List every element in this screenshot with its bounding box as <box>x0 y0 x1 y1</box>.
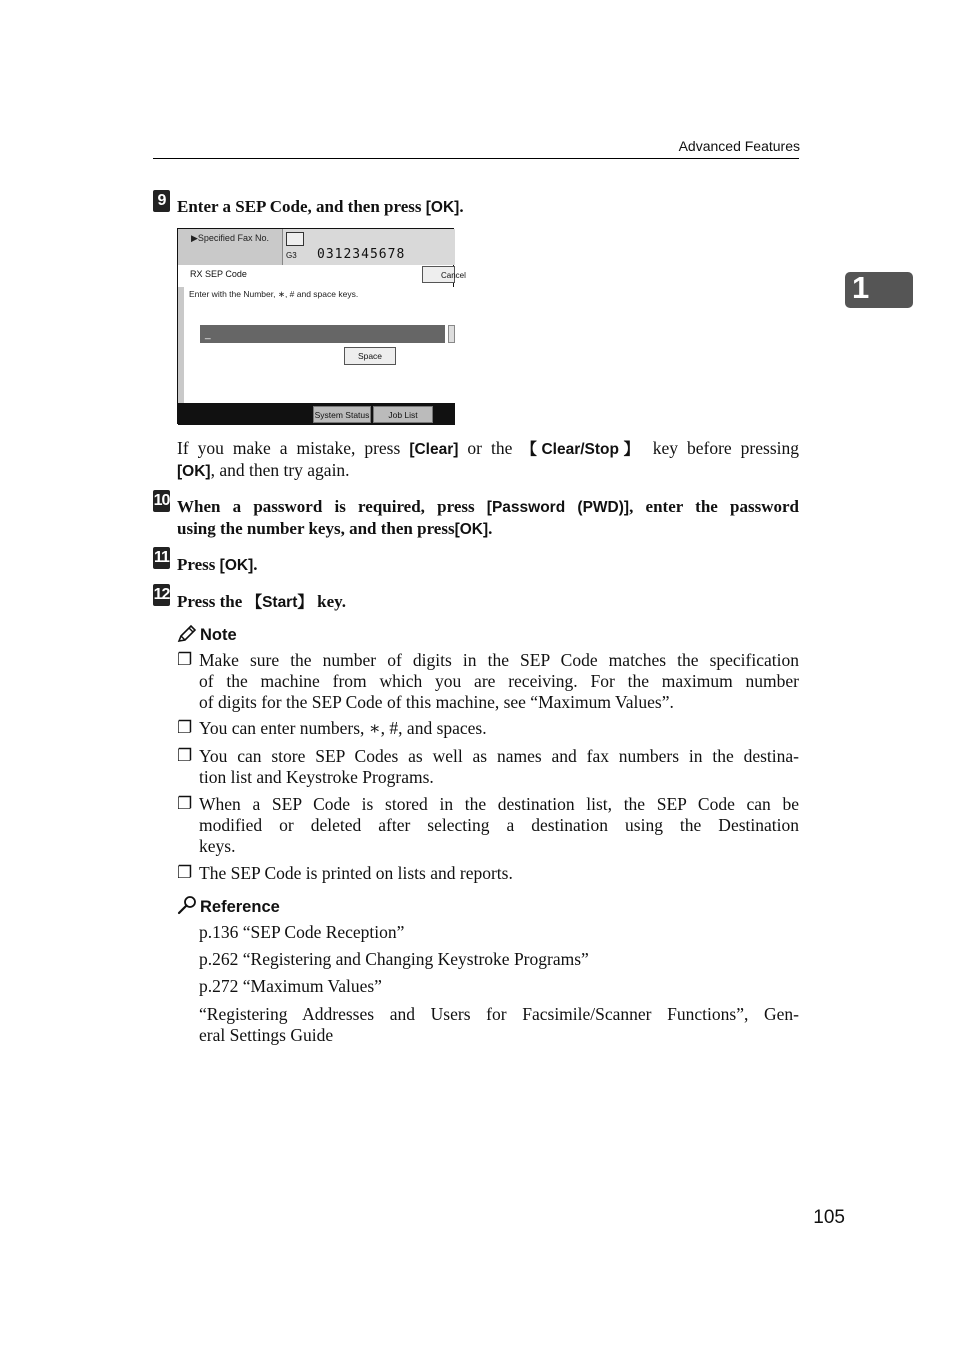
reference-line: eral Settings Guide <box>199 1025 334 1045</box>
empty-box-icon: ❐ <box>177 718 193 737</box>
note-line: of digits for the SEP Code of this machine, see “Maximum Values”. <box>199 692 674 712</box>
mistake-line-2 <box>177 460 799 482</box>
note-line: of the machine from which you are receiving. For the maximum number <box>199 671 799 691</box>
step-text-part: Press <box>177 555 220 574</box>
note-item <box>199 650 799 713</box>
reference-link[interactable] <box>199 1004 799 1046</box>
reference-heading: Reference <box>200 898 280 916</box>
note-item <box>199 746 799 788</box>
entry-panel <box>178 287 455 403</box>
reference-line: “Registering Addresses and Users for Facsimile/Scanner Functions”, Gen- <box>199 1004 799 1024</box>
text-part: , and then try again. <box>210 460 350 480</box>
line-type: G3 <box>286 251 297 260</box>
clear-stop-key-label: 【Clear/Stop】 <box>521 441 644 458</box>
screen-bottom-bar <box>178 403 455 425</box>
ok-key-label: [OK] <box>454 521 489 538</box>
ok-key-label: [OK] <box>177 463 211 480</box>
step-10-text <box>177 496 799 540</box>
mistake-paragraph <box>177 438 799 482</box>
empty-box-icon: ❐ <box>177 863 193 882</box>
chapter-number: 1 <box>852 270 870 305</box>
note-item: You can enter numbers, ∗, #, and spaces. <box>199 718 487 738</box>
text-part: key before pressing <box>643 438 799 458</box>
empty-box-icon: ❐ <box>177 746 193 765</box>
note-line: You can store SEP Codes as well as names and fax numbers in the destina- <box>199 746 799 766</box>
screen-destination-bar <box>178 229 455 265</box>
step-text-part: When a password is required, press <box>177 497 487 516</box>
empty-box-icon: ❐ <box>177 650 193 669</box>
input-cursor: _ <box>205 329 211 340</box>
chapter-tab <box>845 272 913 308</box>
start-key-label: 【Start】 <box>246 594 313 611</box>
step-number: 11 <box>153 547 170 569</box>
text-part: or the <box>458 438 522 458</box>
step-text-part: . <box>488 519 493 538</box>
note-line: modified or deleted after selecting a destination using the Destination <box>199 815 799 835</box>
reference-link[interactable]: p.136 “SEP Code Reception” <box>199 922 405 942</box>
note-line: tion list and Keystroke Programs. <box>199 767 434 787</box>
rx-sep-code-field <box>184 265 466 288</box>
step-text-part: , enter the password <box>629 497 799 516</box>
job-list-button[interactable]: Job List <box>373 406 433 423</box>
step-text-part: Enter a SEP Code, and then press <box>177 197 426 216</box>
header-rule <box>153 158 799 159</box>
note-line: When a SEP Code is stored in the destination list, the SEP Code can be <box>199 794 799 814</box>
step-text-part: . <box>253 555 258 574</box>
step-number: 12 <box>153 584 170 606</box>
space-button[interactable]: Space <box>344 347 396 365</box>
running-header: Advanced Features <box>678 138 800 154</box>
note-line: keys. <box>199 836 236 856</box>
step-11-text <box>177 554 257 576</box>
note-line: Make sure the number of digits in the SEP Code matches the specification <box>199 650 799 670</box>
step-text-part: Press the <box>177 592 247 611</box>
ok-key-label: [OK] <box>425 199 460 216</box>
reference-link[interactable]: p.272 “Maximum Values” <box>199 976 382 996</box>
pencil-icon <box>177 624 199 644</box>
note-item: The SEP Code is printed on lists and reports. <box>199 863 513 883</box>
page-number: 105 <box>813 1207 845 1228</box>
specified-fax-label: ▶Specified Fax No. <box>191 233 269 243</box>
note-heading: Note <box>200 626 237 644</box>
fax-screen-screenshot <box>177 228 466 424</box>
sep-code-input[interactable] <box>200 325 445 343</box>
step-number: 10 <box>153 490 170 512</box>
cancel-label: Cancel <box>441 271 466 280</box>
mistake-line-1 <box>177 438 799 460</box>
step-9-text <box>177 196 464 218</box>
magnifier-icon <box>177 895 199 915</box>
empty-box-icon: ❐ <box>177 794 193 813</box>
reference-link[interactable]: p.262 “Registering and Changing Keystroke Programs” <box>199 949 589 969</box>
input-scroll-button[interactable] <box>448 325 455 343</box>
cancel-button[interactable] <box>422 266 466 283</box>
rx-sep-code-label: RX SEP Code <box>190 269 247 279</box>
fax-machine-icon <box>286 232 304 246</box>
note-item <box>199 794 799 857</box>
clear-key-label: [Clear] <box>409 441 459 458</box>
step-text-part: . <box>459 197 464 216</box>
text-part: If you make a mistake, press <box>177 438 410 458</box>
system-status-button[interactable]: System Status <box>313 406 371 423</box>
step-text-part: key. <box>312 592 346 611</box>
step-number: 9 <box>153 190 170 212</box>
step-text-part: using the number keys, and then press <box>177 519 455 538</box>
password-key-label: [Password (PWD)] <box>486 499 630 516</box>
step-12-text <box>177 591 346 613</box>
ok-key-label: [OK] <box>219 557 254 574</box>
entry-instruction: Enter with the Number, ∗, # and space keys. <box>189 289 359 299</box>
fax-number: 0312345678 <box>317 247 406 262</box>
